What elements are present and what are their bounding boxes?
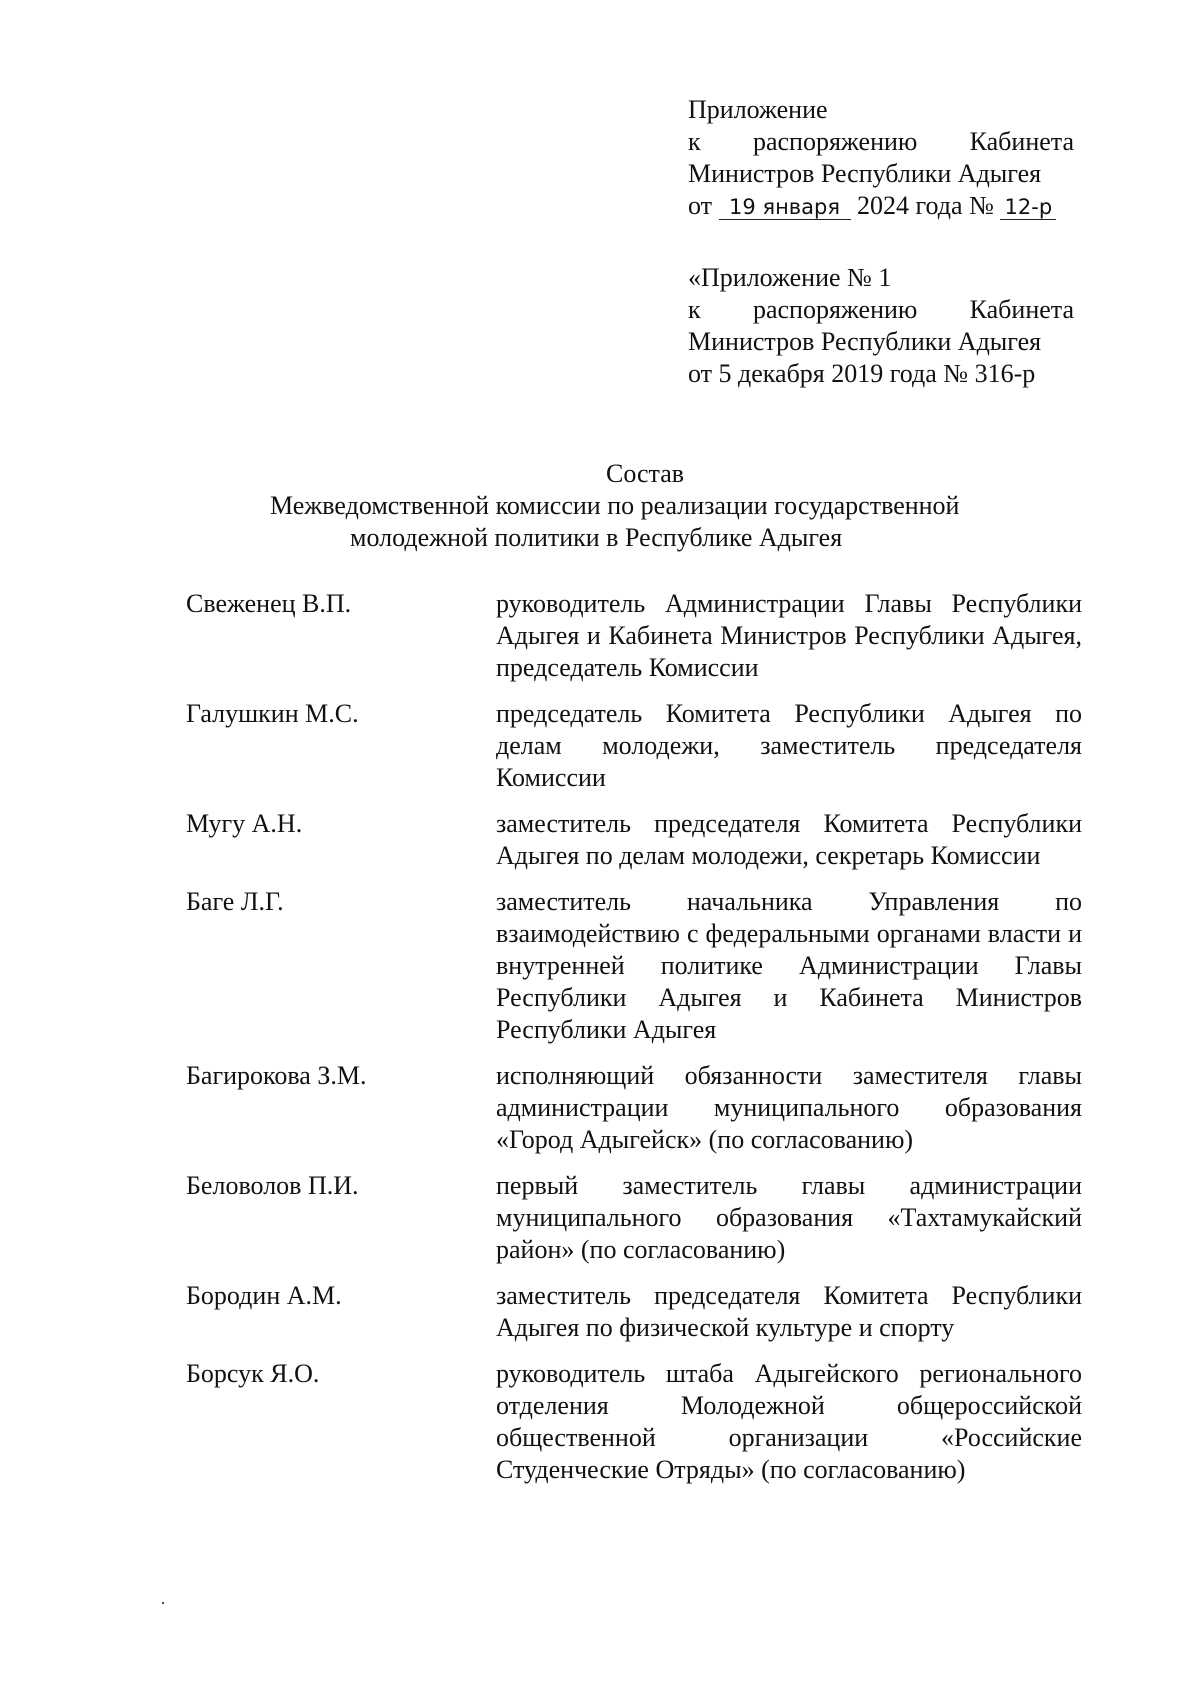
title-commission-line1: Межведомственной комиссии по реализации государственной: [270, 491, 960, 520]
member-role: руководитель штаба Адыгейского регионального отделения Молодежной общероссийской общественной организации «Российские Студенческие Отряды» (по согласованию): [496, 1359, 1082, 1484]
member-name: Бородин А.М.: [186, 1281, 342, 1310]
appendix-original-header: [688, 262, 1074, 390]
preposition-k: к: [688, 127, 701, 156]
appendix-original-title: «Приложение № 1: [688, 263, 892, 292]
member-row: [186, 1170, 1082, 1266]
member-row: [186, 698, 1082, 794]
member-role: заместитель начальника Управления по взаимодействию с федеральными органами власти и внутренней политике Администрации Главы Республики Адыгея и Кабинета Министров Республики Адыгея: [496, 887, 1082, 1044]
member-row: [186, 1358, 1082, 1486]
title-composition: Состав: [606, 459, 685, 488]
appendix-header: [688, 94, 1074, 222]
member-name: Баге Л.Г.: [186, 887, 284, 916]
member-row: [186, 1060, 1082, 1156]
appendix-original-reference-line: [688, 294, 1074, 326]
word-order: распоряжению: [752, 295, 918, 324]
preposition-k: к: [688, 295, 701, 324]
date-prefix: от: [688, 191, 713, 220]
member-row: [186, 808, 1082, 872]
member-row: [186, 588, 1082, 684]
date-year-number-label: 2024 года №: [857, 191, 994, 220]
word-cabinet: Кабинета: [969, 127, 1074, 156]
document-title: [0, 458, 1200, 554]
member-role: первый заместитель главы администрации муниципального образования «Тахтамукайский район» (по согласованию): [496, 1171, 1082, 1264]
members-list: [186, 588, 1082, 1500]
word-order: распоряжению: [752, 127, 918, 156]
member-name: Мугу А.Н.: [186, 809, 303, 838]
member-name: Свеженец В.П.: [186, 589, 352, 618]
scan-speck: [162, 1602, 164, 1604]
handwritten-date: 19 января: [719, 195, 851, 220]
appendix-original-ministers-line: Министров Республики Адыгея: [688, 327, 1042, 356]
appendix-date-line: [688, 190, 1074, 222]
member-role: исполняющий обязанности заместителя главы администрации муниципального образования «Город Адыгейск» (по согласованию): [496, 1061, 1082, 1154]
member-role: руководитель Администрации Главы Республики Адыгея и Кабинета Министров Республики Адыгея, председатель Комиссии: [496, 589, 1082, 682]
handwritten-number: 12-р: [1000, 195, 1056, 220]
appendix-reference-line: [688, 126, 1074, 158]
appendix-ministers-line: Министров Республики Адыгея: [688, 159, 1042, 188]
word-cabinet: Кабинета: [969, 295, 1074, 324]
appendix-title: Приложение: [688, 95, 828, 124]
title-commission-line2: молодежной политики в Республике Адыгея: [350, 523, 843, 552]
member-name: Галушкин М.С.: [186, 699, 359, 728]
member-row: [186, 1280, 1082, 1344]
appendix-original-date-line: от 5 декабря 2019 года № 316-р: [688, 359, 1036, 388]
member-row: [186, 886, 1082, 1046]
member-name: Борсук Я.О.: [186, 1359, 320, 1388]
member-name: Беловолов П.И.: [186, 1171, 359, 1200]
member-role: председатель Комитета Республики Адыгея по делам молодежи, заместитель председателя Комиссии: [496, 699, 1082, 792]
member-name: Багирокова З.М.: [186, 1061, 367, 1090]
member-role: заместитель председателя Комитета Республики Адыгея по физической культуре и спорту: [496, 1281, 1082, 1342]
member-role: заместитель председателя Комитета Республики Адыгея по делам молодежи, секретарь Комиссии: [496, 809, 1082, 870]
